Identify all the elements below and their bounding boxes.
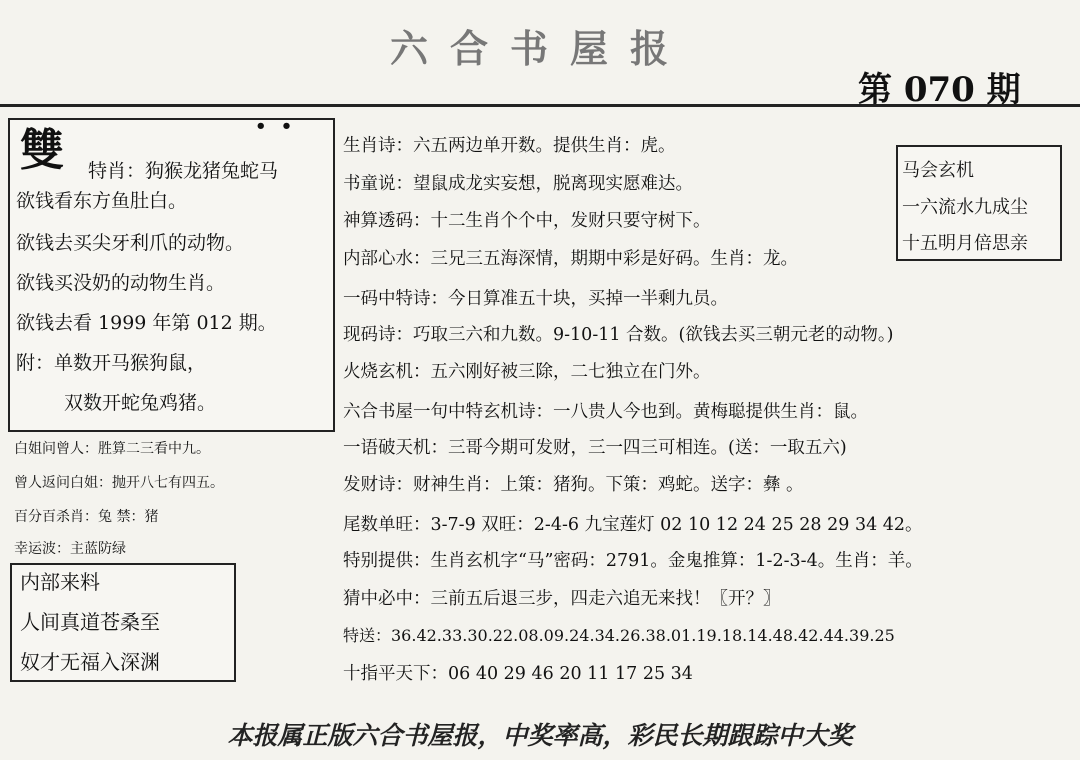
content-line: 内部心水：三兄三五海深情，期期中彩是好码。生肖：龙。 bbox=[343, 249, 798, 269]
small-line: 白姐问曾人：胜算二三看中九。 bbox=[14, 441, 210, 457]
content-line: 特别提供：生肖玄机字“马”密码：2791。金鬼推算：1-2-3-4。生肖：羊。 bbox=[343, 551, 923, 571]
content-line: 神算透码：十二生肖个个中，发财只要守树下。 bbox=[343, 211, 711, 231]
issue-number: 第 070 期 bbox=[858, 70, 1021, 110]
content-line: 特送：36.42.33.30.22.08.09.24.34.26.38.01.19.18.14.48.42.44.39.25 bbox=[343, 626, 895, 645]
big-character: 雙 bbox=[20, 125, 64, 176]
content-line: 一码中特诗：今日算准五十块，买掉一半剩九员。 bbox=[343, 289, 728, 309]
small-line: 幸运波：主蓝防绿 bbox=[14, 541, 126, 557]
content-line: 尾数单旺：3-7-9 双旺：2-4-6 九宝莲灯 02 10 12 24 25 28 29 34 42。 bbox=[343, 515, 923, 535]
content-line: 六合书屋一句中特玄机诗：一八贵人今也到。黄梅聪提供生肖：鼠。 bbox=[343, 402, 868, 422]
small-line: 百分百杀肖：兔 禁：猪 bbox=[14, 509, 159, 525]
inside-info-line: 人间真道苍桑至 bbox=[20, 610, 160, 634]
left-line: 欲钱去看 1999 年第 012 期。 bbox=[16, 312, 277, 334]
content-line: 发财诗：财神生肖：上策：猪狗。下策：鸡蛇。送字：彝 。 bbox=[343, 475, 804, 495]
left-line: 欲钱去买尖牙利爪的动物。 bbox=[16, 232, 245, 254]
horse-club-line: 十五明月倍思亲 bbox=[902, 233, 1028, 254]
small-line: 曾人返问白姐：抛开八七有四五。 bbox=[14, 475, 224, 491]
content-line: 十指平天下：06 40 29 46 20 11 17 25 34 bbox=[343, 664, 693, 684]
content-line: 一语破天机：三哥今期可发财，三一四三可相连。(送：一取五六) bbox=[343, 438, 847, 458]
content-line: 生肖诗：六五两边单开数。提供生肖：虎。 bbox=[343, 136, 676, 156]
inside-info-line: 奴才无福入深渊 bbox=[20, 650, 160, 674]
horse-club-line: 一六流水九成尘 bbox=[902, 197, 1028, 218]
left-line: 欲钱买没奶的动物生肖。 bbox=[16, 272, 226, 294]
content-line: 猜中必中：三前五后退三步，四走六追无来找！〖开？〗 bbox=[343, 589, 781, 609]
left-line: 欲钱看东方鱼肚白。 bbox=[16, 190, 188, 212]
footer-slogan: 本报属正版六合书屋报，中奖率高，彩民长期跟踪中大奖 bbox=[227, 721, 853, 750]
special-zodiac-line: 特肖：狗猴龙猪兔蛇马 bbox=[88, 160, 279, 182]
left-line: 双数开蛇兔鸡猪。 bbox=[64, 392, 217, 414]
content-line: 火烧玄机：五六刚好被三除，二七独立在门外。 bbox=[343, 362, 711, 382]
inside-info-line: 内部来料 bbox=[20, 570, 100, 594]
ornament-dots: • • bbox=[255, 116, 297, 137]
content-line: 现码诗：巧取三六和九数。9-10-11 合数。(欲钱去买三朝元老的动物。) bbox=[343, 325, 894, 345]
horse-club-line: 马会玄机 bbox=[902, 160, 974, 181]
masthead-title: 六合书屋报 bbox=[389, 27, 690, 71]
left-line: 附：单数开马猴狗鼠， bbox=[16, 352, 207, 374]
content-line: 书童说：望鼠成龙实妄想，脱离现实愿难达。 bbox=[343, 174, 693, 194]
header-divider bbox=[0, 104, 1080, 107]
